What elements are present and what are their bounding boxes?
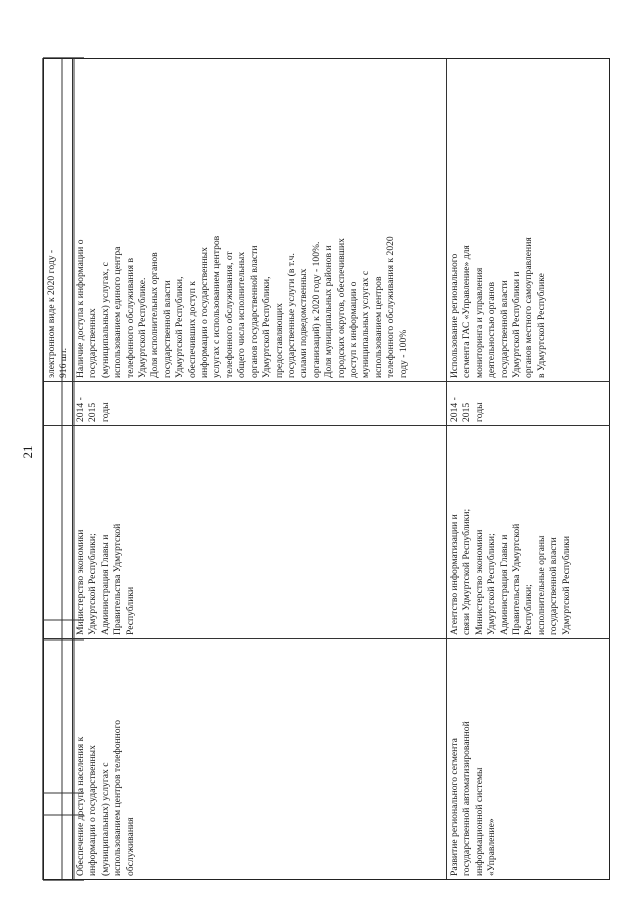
indicator-cell: электронном виде к 2020 году - 916 шт. [44,58,72,382]
period-cell [44,382,72,426]
action-cell: Развитие регионального сегмента государственной автоматизированной информационной системы «Управление» [449,721,498,876]
executor-cell [44,426,72,639]
page-number: 21 [20,445,35,459]
table-row [73,59,447,879]
document-table [43,58,610,880]
document-table-area [43,58,610,880]
action-cell: Обеспечение доступа населения к информации о государственных (муниципальных) услугах с использованием центров телефонного обслуживания [75,719,136,876]
indicator-cell: Использование регионального сегмента ГАС «Управление» для мониторинга и управления деятельностью органов государственной власти Удмуртской Республики и органов местного самоуправления в Удмуртской Республике [447,58,610,382]
action-cell [44,639,72,879]
executor-cell: Агентство информатизации и связи Удмуртской Республики; Министерство экономики Удмуртской Республики; Администрация Главы и Правительства Удмуртской Республики; исполнительные органы государственной власти Удмуртской Республики [447,426,610,639]
executor-cell: Министерство экономики Удмуртской Республики; Администрация Главы и Правительства Удмуртской Республики [73,426,446,639]
period-cell: 2014 - 2015 годы [73,382,446,426]
table-row [447,59,610,879]
table-row [44,59,73,879]
indicator-cell: Наличие доступа к информации о государственных (муниципальных) услугах, с использованием единого центра телефонного обслуживания в Удмуртской Республике. Доля исполнительных органов государственной власти Удмуртской Республики, обеспечивших доступ к информации о государственных услугах с использованием центров телефонного обслуживания, от общего числа исполнительных органов государственной власти Удмуртской Республики, предоставляющих государственные услуги (в т.ч. силами подведомственных организаций) к 2020 году - 100%. Доля муниципальных районов и городских округов, обеспечивших доступ к информации о муниципальных услугах с использованием центров телефонного обслуживания к 2020 году - 100% [73,58,446,382]
period-cell: 2014 - 2015 годы [447,382,610,426]
